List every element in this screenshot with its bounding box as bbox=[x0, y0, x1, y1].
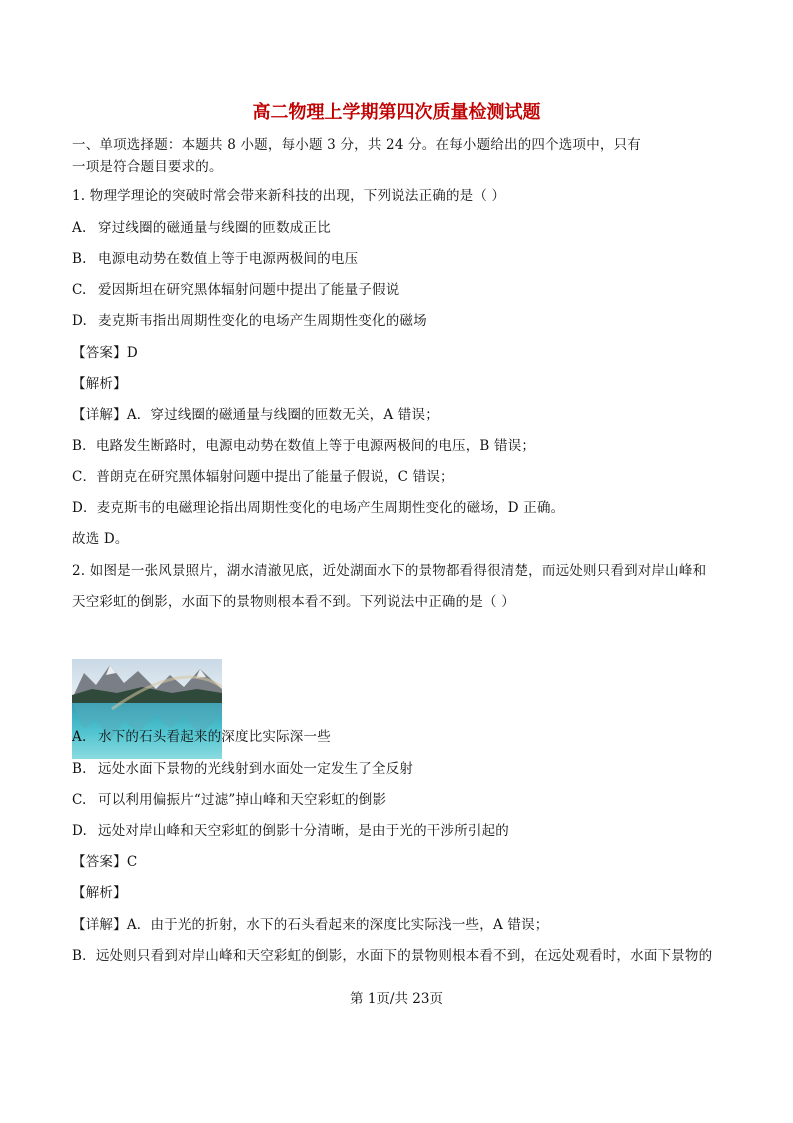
q1-detail-line: 故选 D。 bbox=[72, 531, 129, 547]
page-title: 高二物理上学期第四次质量检测试题 bbox=[252, 102, 541, 123]
q1-option-b bbox=[72, 250, 358, 268]
q2-detail-line bbox=[72, 916, 549, 934]
detail-text: A．由于光的折射，水下的石头看起来的深度比实际浅一些，A 错误； bbox=[126, 917, 549, 933]
option-text: 远处对岸山峰和天空彩虹的倒影十分清晰，是由于光的干涉所引起的 bbox=[98, 823, 509, 839]
q2-option-b bbox=[72, 760, 413, 778]
q1-option-d bbox=[72, 312, 427, 330]
q2-option-d bbox=[72, 822, 509, 840]
option-text: 远处水面下景物的光线射到水面处一定发生了全反射 bbox=[98, 761, 414, 777]
option-letter: C. bbox=[72, 792, 87, 808]
section-heading-continued: 一项是符合题目要求的。 bbox=[72, 159, 223, 175]
q2-option-a bbox=[72, 728, 331, 746]
option-text: 水下的石头看起来的深度比实际深一些 bbox=[98, 729, 331, 745]
answer-label: 【答案】 bbox=[72, 854, 127, 870]
page-number: 第 1页/共 23页 bbox=[350, 991, 443, 1007]
question-2-stem-continued: 天空彩虹的倒影，水面下的景物则根本看不到。下列说法中正确的是（ ） bbox=[72, 594, 515, 610]
option-letter: A. bbox=[72, 729, 87, 745]
option-text: 爱因斯坦在研究黑体辐射问题中提出了能量子假说 bbox=[98, 282, 400, 298]
answer-label: 【答案】 bbox=[72, 345, 127, 361]
option-text: 穿过线圈的磁通量与线圈的匝数成正比 bbox=[98, 220, 331, 236]
q2-detail-line: B．远处则只看到对岸山峰和天空彩虹的倒影，水面下的景物则根本看不到，在远处观看时，水面下景物的 bbox=[72, 948, 713, 964]
detail-label: 【详解】 bbox=[72, 407, 127, 423]
q1-option-c bbox=[72, 281, 399, 299]
question-2-stem: 2. 如图是一张风景照片，湖水清澈见底，近处湖面水下的景物都看得很清楚，而远处则只看到对岸山峰和 bbox=[72, 563, 707, 579]
option-letter: B. bbox=[72, 251, 87, 267]
q1-detail-line: B．电路发生断路时，电源电动势在数值上等于电源两极间的电压，B 错误； bbox=[72, 438, 536, 454]
question-1-stem: 1. 物理学理论的突破时常会带来新科技的出现，下列说法正确的是（ ） bbox=[72, 188, 506, 204]
option-letter: D. bbox=[72, 313, 88, 329]
q1-detail-line bbox=[72, 406, 439, 424]
q1-option-a bbox=[72, 219, 331, 237]
q2-analysis-label: 【解析】 bbox=[72, 885, 127, 901]
option-letter: D. bbox=[72, 823, 88, 839]
q1-analysis-label: 【解析】 bbox=[72, 376, 127, 392]
detail-text: A．穿过线圈的磁通量与线圈的匝数无关，A 错误； bbox=[126, 407, 439, 423]
answer-value: C bbox=[126, 854, 138, 870]
q2-option-c bbox=[72, 791, 386, 809]
answer-value: D bbox=[126, 345, 138, 361]
option-text: 可以利用偏振片“过滤”掉山峰和天空彩虹的倒影 bbox=[98, 792, 387, 808]
detail-label: 【详解】 bbox=[72, 917, 127, 933]
option-letter: C. bbox=[72, 282, 87, 298]
option-letter: A. bbox=[72, 220, 87, 236]
q2-answer bbox=[72, 853, 137, 871]
option-text: 麦克斯韦指出周期性变化的电场产生周期性变化的磁场 bbox=[98, 313, 427, 329]
option-letter: B. bbox=[72, 761, 87, 777]
option-text: 电源电动势在数值上等于电源两极间的电压 bbox=[98, 251, 359, 267]
q1-detail-line: D．麦克斯韦的电磁理论指出周期性变化的电场产生周期性变化的磁场，D 正确。 bbox=[72, 500, 565, 516]
section-heading: 一、单项选择题：本题共 8 小题，每小题 3 分，共 24 分。在每小题给出的四个选项中，只有 bbox=[72, 137, 642, 153]
q1-answer bbox=[72, 344, 138, 362]
q1-detail-line: C．普朗克在研究黑体辐射问题中提出了能量子假说，C 错误； bbox=[72, 469, 454, 485]
